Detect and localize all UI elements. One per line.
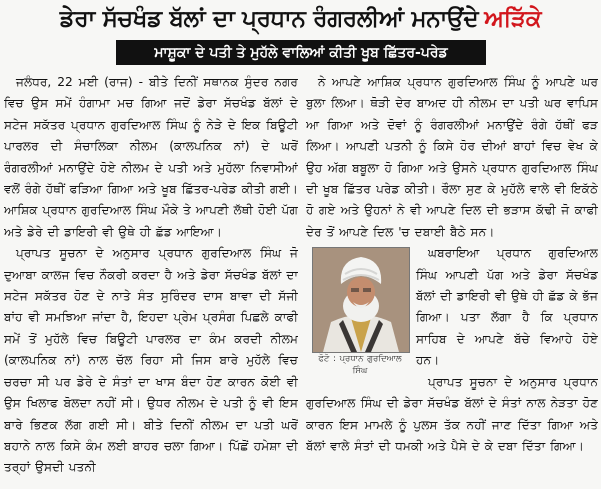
right-paragraph-3: ਪ੍ਰਾਪਤ ਸੂਚਨਾ ਦੇ ਅਨੁਸਾਰ ਪ੍ਰਧਾਨ ਗੁਰਦਿਆਲ ਸਿੰਘ ਦੀ ਡੇਰਾ ਸੱਚਖੰਡ ਬੱਲਾਂ ਦੇ ਸੰਤਾਂ ਨਾਲ ਨੇੜਤਾ ਹੋਣ ਕਾਰਨ ਇਸ ਮਾਮਲੇ ਨੂੰ ਪੁਲਸ ਤੱਕ ਨਹੀਂ ਜਾਣ ਦਿੱਤਾ ਗਿਆ ਅਤੇ ਬੱਲਾਂ ਵਾਲੇ ਸੰਤਾਂ ਦੀ ਧਮਕੀ ਅਤੇ ਪੈਸੇ ਦੇ ਕੇ ਦਬਾ ਦਿੱਤਾ ਗਿਆ। — [306, 374, 598, 453]
subheadline: ਮਾਸ਼ੂਕਾ ਦੇ ਪਤੀ ਤੇ ਮੁਹੱਲੇ ਵਾਲਿਆਂ ਕੀਤੀ ਖੂਬ ਛਿੱਤਰ-ਪਰੇਡ — [116, 40, 486, 65]
headline — [0, 0, 601, 38]
right-paragraph-2: ਘਬਰਾਇਆ ਪ੍ਰਧਾਨ ਗੁਰਦਿਆਲ ਸਿੰਘ ਆਪਣੀ ਪੱਗ ਅਤੇ ਡੇਰਾ ਸੱਚਖੰਡ ਬੱਲਾਂ ਦੀ ਡਾਇਰੀ ਵੀ ਉਥੇ ਹੀ ਛੱਡ ਕੇ ਭੱਜ ਗਿਆ। ਪਤਾ ਲੱਗਾ ਹੈ ਕਿ ਪ੍ਰਧਾਨ ਸਾਹਿਬ ਦੇ ਆਪਣੇ ਬੱਚੇ ਵਿਆਹੇ ਹੋਏ ਹਨ। — [416, 246, 598, 368]
photo-figure — [312, 247, 408, 377]
right-paragraph-1: ਨੇ ਆਪਣੇ ਆਸ਼ਿਕ ਪ੍ਰਧਾਨ ਗੁਰਦਿਆਲ ਸਿੰਘ ਨੂੰ ਆਪਣੇ ਘਰ ਬੁਲਾ ਲਿਆ। ਥੋੜੀ ਦੇਰ ਬਾਅਦ ਹੀ ਨੀਲਮ ਦਾ ਪਤੀ ਘਰ ਵਾਪਿਸ ਆ ਗਿਆ ਅਤੇ ਦੋਵਾਂ ਨੂੰ ਰੰਗਰਲੀਆਂ ਮਨਾਉਂਦੇ ਰੰਗੇ ਹੱਥੀਂ ਫੜ ਲਿਆ। ਆਪਣੀ ਪਤਨੀ ਨੂੰ ਕਿਸੇ ਹੋਰ ਦੀਆਂ ਬਾਹਾਂ ਵਿਚ ਵੇਖ ਕੇ ਉਹ ਅੱਗ ਬਬੂਲਾ ਹੋ ਗਿਆ ਅਤੇ ਉਸਨੇ ਪ੍ਰਧਾਨ ਗੁਰਦਿਆਲ ਸਿੰਘ ਦੀ ਖੂਬ ਛਿੱਤਰ ਪਰੇਡ ਕੀਤੀ। ਰੌਲਾ ਸੁਣ ਕੇ ਮੁਹੱਲੇ ਵਾਲੇ ਵੀ ਇਕੱਠੇ ਹੋ ਗਏ ਅਤੇ ਉਹਨਾਂ ਨੇ ਵੀ ਆਪਣੇ ਦਿਲ ਦੀ ਭੜਾਸ ਕੱਢੀ ਜੋ ਕਾਫੀ ਦੇਰ ਤੋਂ ਆਪਣੇ ਦਿਲ 'ਚ ਦਬਾਈ ਬੈਠੇ ਸਨ। — [306, 75, 598, 239]
left-paragraph-1: ਜਲੰਧਰ, 22 ਮਈ (ਰਾਜ) - ਬੀਤੇ ਦਿਨੀਂ ਸਥਾਨਕ ਸੁੰਦਰ ਨਗਰ ਵਿਚ ਉਸ ਸਮੇਂ ਹੰਗਾਮਾ ਮਚ ਗਿਆ ਜਦੋਂ ਡੇਰਾ ਸੱਚਖੰਡ ਬੱਲਾਂ ਦੇ ਸਟੇਜ ਸਕੱਤਰ ਪ੍ਰਧਾਨ ਗੁਰਦਿਆਲ ਸਿੰਘ ਨੂੰ ਨੇੜੇ ਦੇ ਇਕ ਬਿਊਟੀ ਪਾਰਲਰ ਦੀ ਸੰਚਾਲਿਕਾ ਨੀਲਮ (ਕਾਲਪਨਿਕ ਨਾਂ) ਦੇ ਘਰੋਂ ਰੰਗਰਲੀਆਂ ਮਨਾਉਂਦੇ ਹੋਏ ਨੀਲਮ ਦੇ ਪਤੀ ਅਤੇ ਮੁਹੱਲਾ ਨਿਵਾਸੀਆਂ ਵਲੋਂ ਰੰਗੇ ਹੱਥੀਂ ਫੜਿਆ ਗਿਆ ਅਤੇ ਖੂਬ ਛਿੱਤਰ-ਪਰੇਡ ਕੀਤੀ ਗਈ। ਆਸ਼ਿਕ ਪ੍ਰਧਾਨ ਗੁਰਦਿਆਲ ਸਿੰਘ ਮੌਕੇ ਤੇ ਆਪਣੀ ਲੱਥੀ ਹੋਈ ਪੱਗ ਅਤੇ ਡੇਰੇ ਦੀ ਡਾਇਰੀ ਵੀ ਉਥੇ ਹੀ ਛੱਡ ਆਇਆ। — [4, 75, 298, 239]
headline-main: ਡੇਰਾ ਸੱਚਖੰਡ ਬੱਲਾਂ ਦਾ ਪ੍ਰਧਾਨ ਰੰਗਰਲੀਆਂ ਮਨਾਉਂਦੇ — [59, 6, 479, 32]
article-column-right — [306, 72, 598, 486]
portrait-illustration — [313, 248, 409, 352]
article-column-left — [4, 72, 298, 486]
portrait-photo — [312, 247, 410, 353]
left-paragraph-2: ਪ੍ਰਾਪਤ ਸੂਚਨਾ ਦੇ ਅਨੁਸਾਰ ਪ੍ਰਧਾਨ ਗੁਰਦਿਆਲ ਸਿੰਘ ਜੋ ਦੁਆਬਾ ਕਾਲਜ ਵਿਚ ਨੌਕਰੀ ਕਰਦਾ ਹੈ ਅਤੇ ਡੇਰਾ ਸੱਚਖੰਡ ਬੱਲਾਂ ਦਾ ਸਟੇਜ ਸਕੱਤਰ ਹੋਣ ਦੇ ਨਾਤੇ ਸੰਤ ਸੁਰਿੰਦਰ ਦਾਸ ਬਾਵਾ ਦੀ ਸੱਜੀ ਬਾਂਹ ਵੀ ਸਮਝਿਆ ਜਾਂਦਾ ਹੈ, ਇਹਦਾ ਪ੍ਰੇਮ ਪ੍ਰਸੰਗ ਪਿਛਲੇ ਕਾਫੀ ਸਮੇਂ ਤੋਂ ਮੁਹੱਲੇ ਵਿਚ ਬਿਊਟੀ ਪਾਰਲਰ ਦਾ ਕੰਮ ਕਰਦੀ ਨੀਲਮ (ਕਾਲਪਨਿਕ ਨਾਂ) ਨਾਲ ਚੱਲ ਰਿਹਾ ਸੀ ਜਿਸ ਬਾਰੇ ਮੁਹੱਲੇ ਵਿਚ ਚਰਚਾ ਸੀ ਪਰ ਡੇਰੇ ਦੇ ਸੰਤਾਂ ਦਾ ਖਾਸ ਬੰਦਾ ਹੋਣ ਕਾਰਨ ਕੋਈ ਵੀ ਉਸ ਖਿਲਾਫ ਬੋਲਦਾ ਨਹੀਂ ਸੀ। ਉਧਰ ਨੀਲਮ ਦੇ ਪਤੀ ਨੂੰ ਵੀ ਇਸ ਬਾਰੇ ਭਿਣਕ ਲੱਗ ਗਈ ਸੀ। ਬੀਤੇ ਦਿਨੀਂ ਨੀਲਮ ਦਾ ਪਤੀ ਘਰੋਂ ਬਹਾਨੇ ਨਾਲ ਕਿਸੇ ਕੰਮ ਲਈ ਬਾਹਰ ਚਲਾ ਗਿਆ। ਪਿੱਛੋਂ ਹਮੇਸ਼ਾ ਦੀ ਤਰ੍ਹਾਂ ਉਸਦੀ ਪਤਨੀ — [4, 246, 298, 475]
headline-accent: ਅੜਿੱਕੇ — [484, 6, 542, 32]
photo-caption: ਫੋਟੋ : ਪ੍ਰਧਾਨ ਗੁਰਦਿਆਲ ਸਿੰਘ — [318, 354, 402, 377]
